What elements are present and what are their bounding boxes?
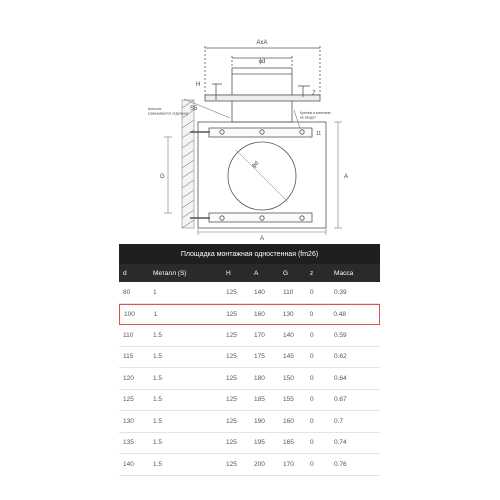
label-aa: AxA bbox=[256, 40, 268, 46]
table-cell: 115 bbox=[123, 353, 134, 361]
table-row bbox=[119, 282, 380, 304]
table-cell: 155 bbox=[283, 396, 294, 404]
table-cell: 190 bbox=[254, 417, 265, 425]
table-cell: 125 bbox=[226, 396, 237, 404]
table-cell: 0 bbox=[310, 288, 314, 296]
table-cell: 0 bbox=[310, 417, 314, 425]
table-cell: 125 bbox=[123, 396, 134, 404]
table-cell: 130 bbox=[282, 310, 294, 318]
table-cell: 160 bbox=[283, 417, 294, 425]
table-row bbox=[119, 411, 380, 433]
table-cell: 0.64 bbox=[334, 374, 347, 382]
table-cell: 150 bbox=[283, 374, 294, 382]
table-cell: 1.5 bbox=[153, 439, 163, 447]
table-cell: 160 bbox=[253, 310, 265, 318]
table-cell: 1.5 bbox=[153, 396, 163, 404]
table-cell: 170 bbox=[283, 460, 294, 468]
table-cell: 175 bbox=[254, 353, 265, 361]
table-cell: 0.7 bbox=[334, 417, 344, 425]
table-cell: 0 bbox=[310, 353, 314, 361]
label-h: H bbox=[196, 82, 201, 88]
label-console: Консоль (заказывается отдельно) bbox=[148, 107, 189, 116]
table-cell: 120 bbox=[123, 374, 134, 382]
table-cell: 140 bbox=[254, 288, 265, 296]
label-z: Z bbox=[312, 91, 316, 97]
table-cell: 180 bbox=[254, 374, 265, 382]
table-cell: 110 bbox=[123, 331, 134, 339]
table-header-cell: d bbox=[123, 269, 127, 277]
table-cell: 0.74 bbox=[334, 439, 347, 447]
table-cell: 1.5 bbox=[153, 460, 163, 468]
table-row bbox=[119, 368, 380, 390]
table-cell: 0.76 bbox=[334, 460, 347, 468]
table-cell: 110 bbox=[283, 288, 294, 296]
table-cell: 0 bbox=[310, 374, 314, 382]
table-cell: 125 bbox=[226, 374, 237, 382]
table-cell: 0 bbox=[310, 460, 314, 468]
table-cell: 125 bbox=[226, 331, 237, 339]
table-cell: 80 bbox=[123, 288, 131, 296]
label-a-bottom: A bbox=[259, 236, 265, 242]
table-cell: 195 bbox=[254, 439, 265, 447]
table-cell: 125 bbox=[226, 288, 237, 296]
table-row bbox=[119, 454, 380, 476]
table-cell: 185 bbox=[254, 396, 265, 404]
label-bracket: Крепёж в комплект не входит bbox=[300, 111, 331, 120]
table-cell: 135 bbox=[123, 439, 134, 447]
table-cell: 0 bbox=[309, 310, 314, 318]
table-header-cell: G bbox=[283, 269, 289, 277]
table-cell: 0 bbox=[310, 439, 314, 447]
table-cell: 125 bbox=[226, 310, 238, 318]
table-cell: 170 bbox=[254, 331, 265, 339]
table-row bbox=[119, 390, 380, 412]
table-cell: 140 bbox=[123, 460, 134, 468]
table-row bbox=[119, 347, 380, 369]
table-cell: 1.5 bbox=[153, 353, 163, 361]
table-cell: 0 bbox=[310, 396, 314, 404]
label-eleven: 11 bbox=[316, 131, 322, 137]
table-cell: 0.59 bbox=[334, 331, 347, 339]
table-row bbox=[119, 304, 380, 326]
table-cell: 130 bbox=[123, 417, 134, 425]
table-body bbox=[119, 282, 380, 476]
table-cell: 0.62 bbox=[334, 353, 347, 361]
table-cell: 200 bbox=[254, 460, 265, 468]
label-phi-d-top: ϕd bbox=[258, 59, 266, 65]
label-s: S5 bbox=[190, 106, 198, 112]
table-cell: 145 bbox=[283, 353, 294, 361]
table-header-cell: z bbox=[310, 269, 314, 277]
table-cell: 140 bbox=[283, 331, 294, 339]
table-header-row bbox=[119, 264, 380, 282]
table-cell: 0.48 bbox=[333, 310, 347, 318]
label-phi-d-center: ϕd bbox=[251, 160, 261, 170]
technical-drawing bbox=[0, 0, 500, 242]
table-cell: 1 bbox=[153, 288, 157, 296]
table-header-cell: Масса bbox=[334, 269, 354, 277]
table-cell: 1.5 bbox=[153, 374, 163, 382]
table-cell: 125 bbox=[226, 417, 237, 425]
table-cell: 125 bbox=[226, 353, 237, 361]
table-cell: 0.67 bbox=[334, 396, 347, 404]
table-cell: 1.5 bbox=[153, 417, 163, 425]
table-cell: 125 bbox=[226, 460, 237, 468]
label-g: G bbox=[160, 174, 165, 180]
spec-table bbox=[119, 244, 380, 468]
table-row bbox=[119, 433, 380, 455]
table-header-cell: Металл (S) bbox=[153, 269, 187, 277]
table-cell: 165 bbox=[283, 439, 294, 447]
table-cell: 1.5 bbox=[153, 331, 163, 339]
table-cell: 0.39 bbox=[334, 288, 347, 296]
table-row bbox=[119, 325, 380, 347]
table-cell: 125 bbox=[226, 439, 237, 447]
table-header-cell: A bbox=[254, 269, 259, 277]
wall-hatching bbox=[182, 100, 194, 228]
table-title: Площадка монтажная одностенная (fm26) bbox=[119, 244, 380, 264]
mounting-plate bbox=[190, 122, 326, 228]
label-a-side: A bbox=[344, 174, 349, 180]
table-cell: 0 bbox=[310, 331, 314, 339]
table-header-cell: H bbox=[226, 269, 231, 277]
table-cell: 100 bbox=[124, 310, 135, 318]
table-cell: 1 bbox=[153, 310, 158, 318]
